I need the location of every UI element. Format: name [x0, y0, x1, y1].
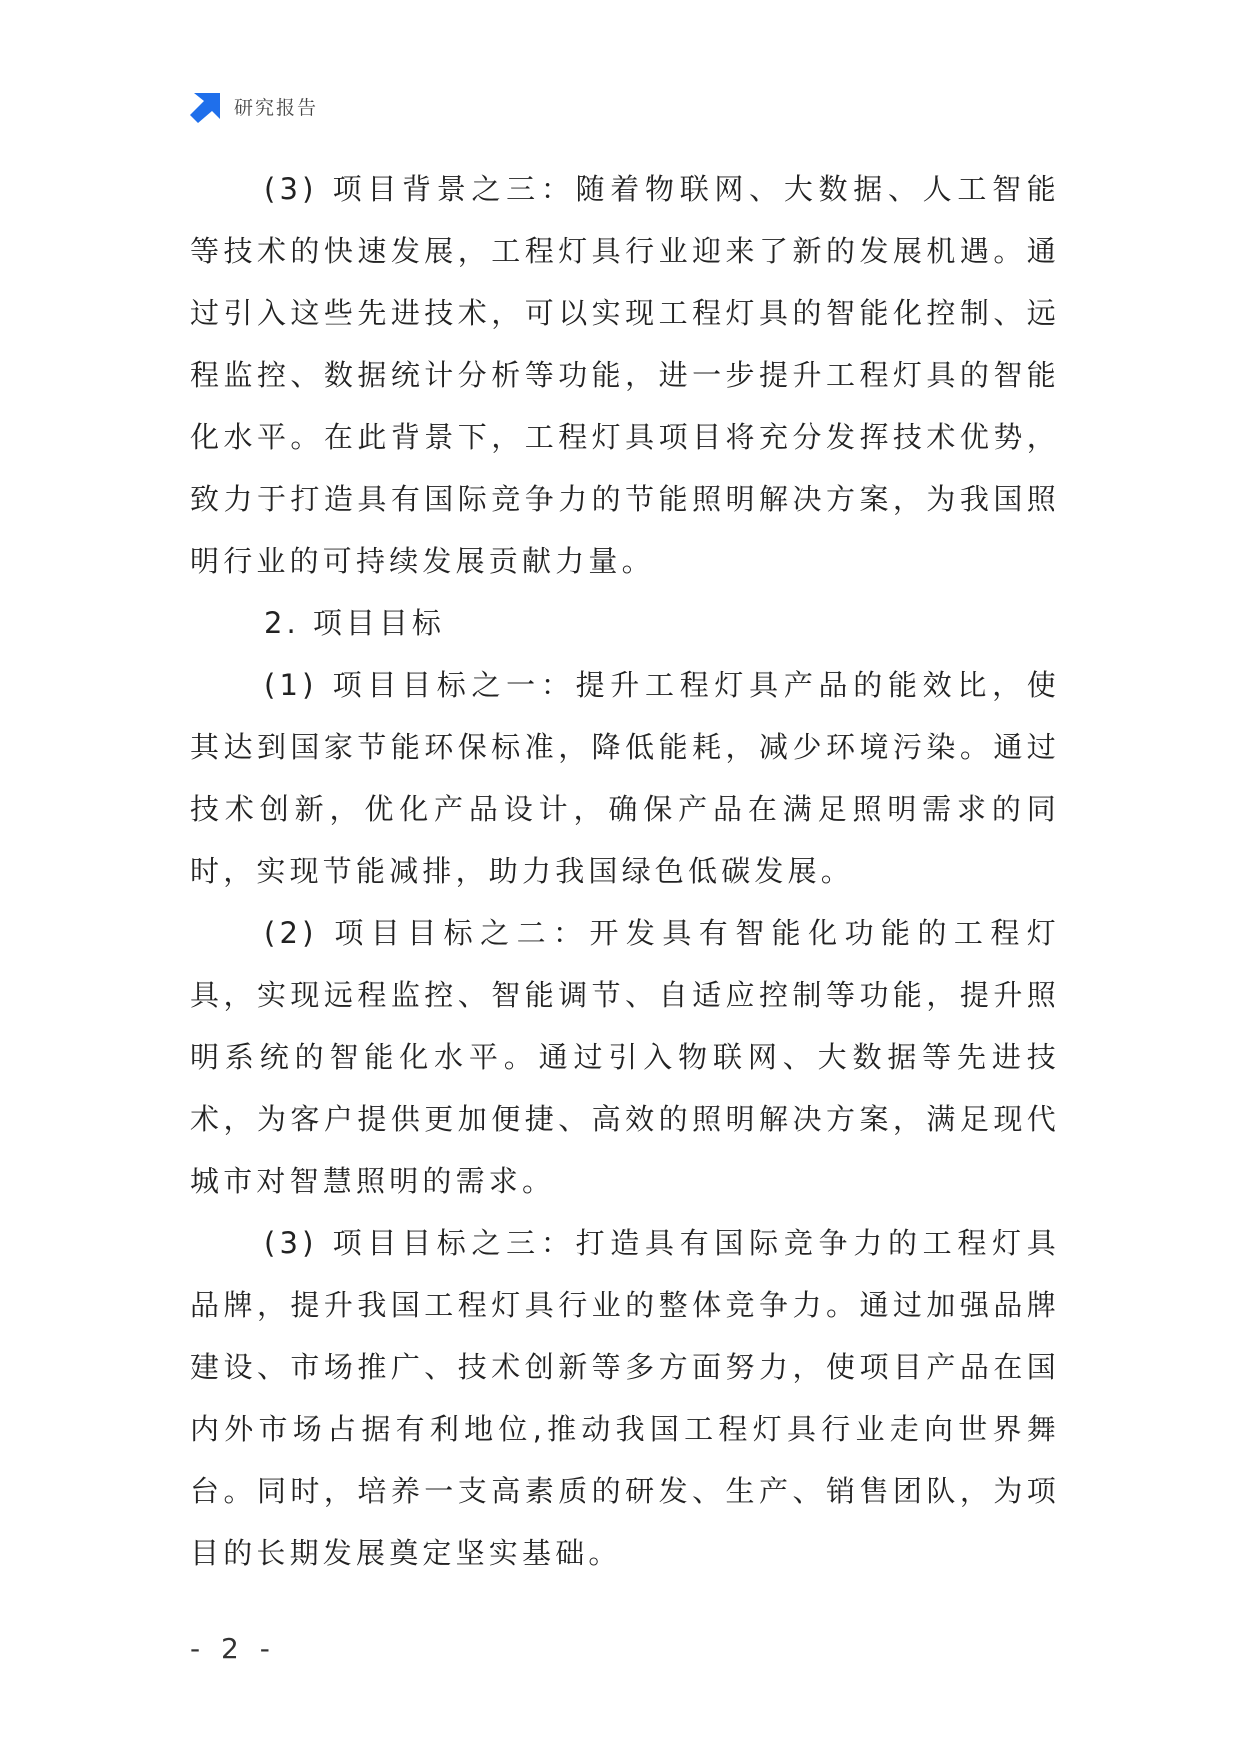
paragraph-background-3: (3) 项目背景之三：随着物联网、大数据、人工智能等技术的快速发展，工程灯具行业迎来了新的发展机遇。通过引入这些先进技术，可以实现工程灯具的智能化控制、远程监控、数据统计分析等功能，进一步提升工程灯具的智能化水平。在此背景下，工程灯具项目将充分发挥技术优势，致力于打造具有国际竞争力的节能照明解决方案，为我国照明行业的可持续发展贡献力量。: [190, 172, 1060, 578]
paragraph-goal-1: (1) 项目目标之一：提升工程灯具产品的能效比，使其达到国家节能环保标准，降低能耗，减少环境污染。通过技术创新，优化产品设计，确保产品在满足照明需求的同时，实现节能减排，助力我国绿色低碳发展。: [190, 668, 1060, 888]
paragraph-goal-3: (3) 项目目标之三：打造具有国际竞争力的工程灯具品牌，提升我国工程灯具行业的整体竞争力。通过加强品牌建设、市场推广、技术创新等多方面努力，使项目产品在国内外市场占据有利地位,推动我国工程灯具行业走向世界舞台。同时，培养一支高素质的研发、生产、销售团队，为项目的长期发展奠定坚实基础。: [190, 1226, 1060, 1570]
paragraph-goal-2: (2) 项目目标之二：开发具有智能化功能的工程灯具，实现远程监控、智能调节、自适应控制等功能，提升照明系统的智能化水平。通过引入物联网、大数据等先进技术，为客户提供更加便捷、高效的照明解决方案，满足现代城市对智慧照明的需求。: [190, 916, 1060, 1198]
section-heading-project-goals: 2. 项目目标: [264, 606, 445, 640]
page-number: - 2 -: [190, 1632, 276, 1665]
page-header: [190, 88, 318, 124]
document-body: [190, 158, 1060, 1584]
report-logo-icon: [190, 89, 224, 123]
header-title: 研究报告: [234, 96, 319, 119]
